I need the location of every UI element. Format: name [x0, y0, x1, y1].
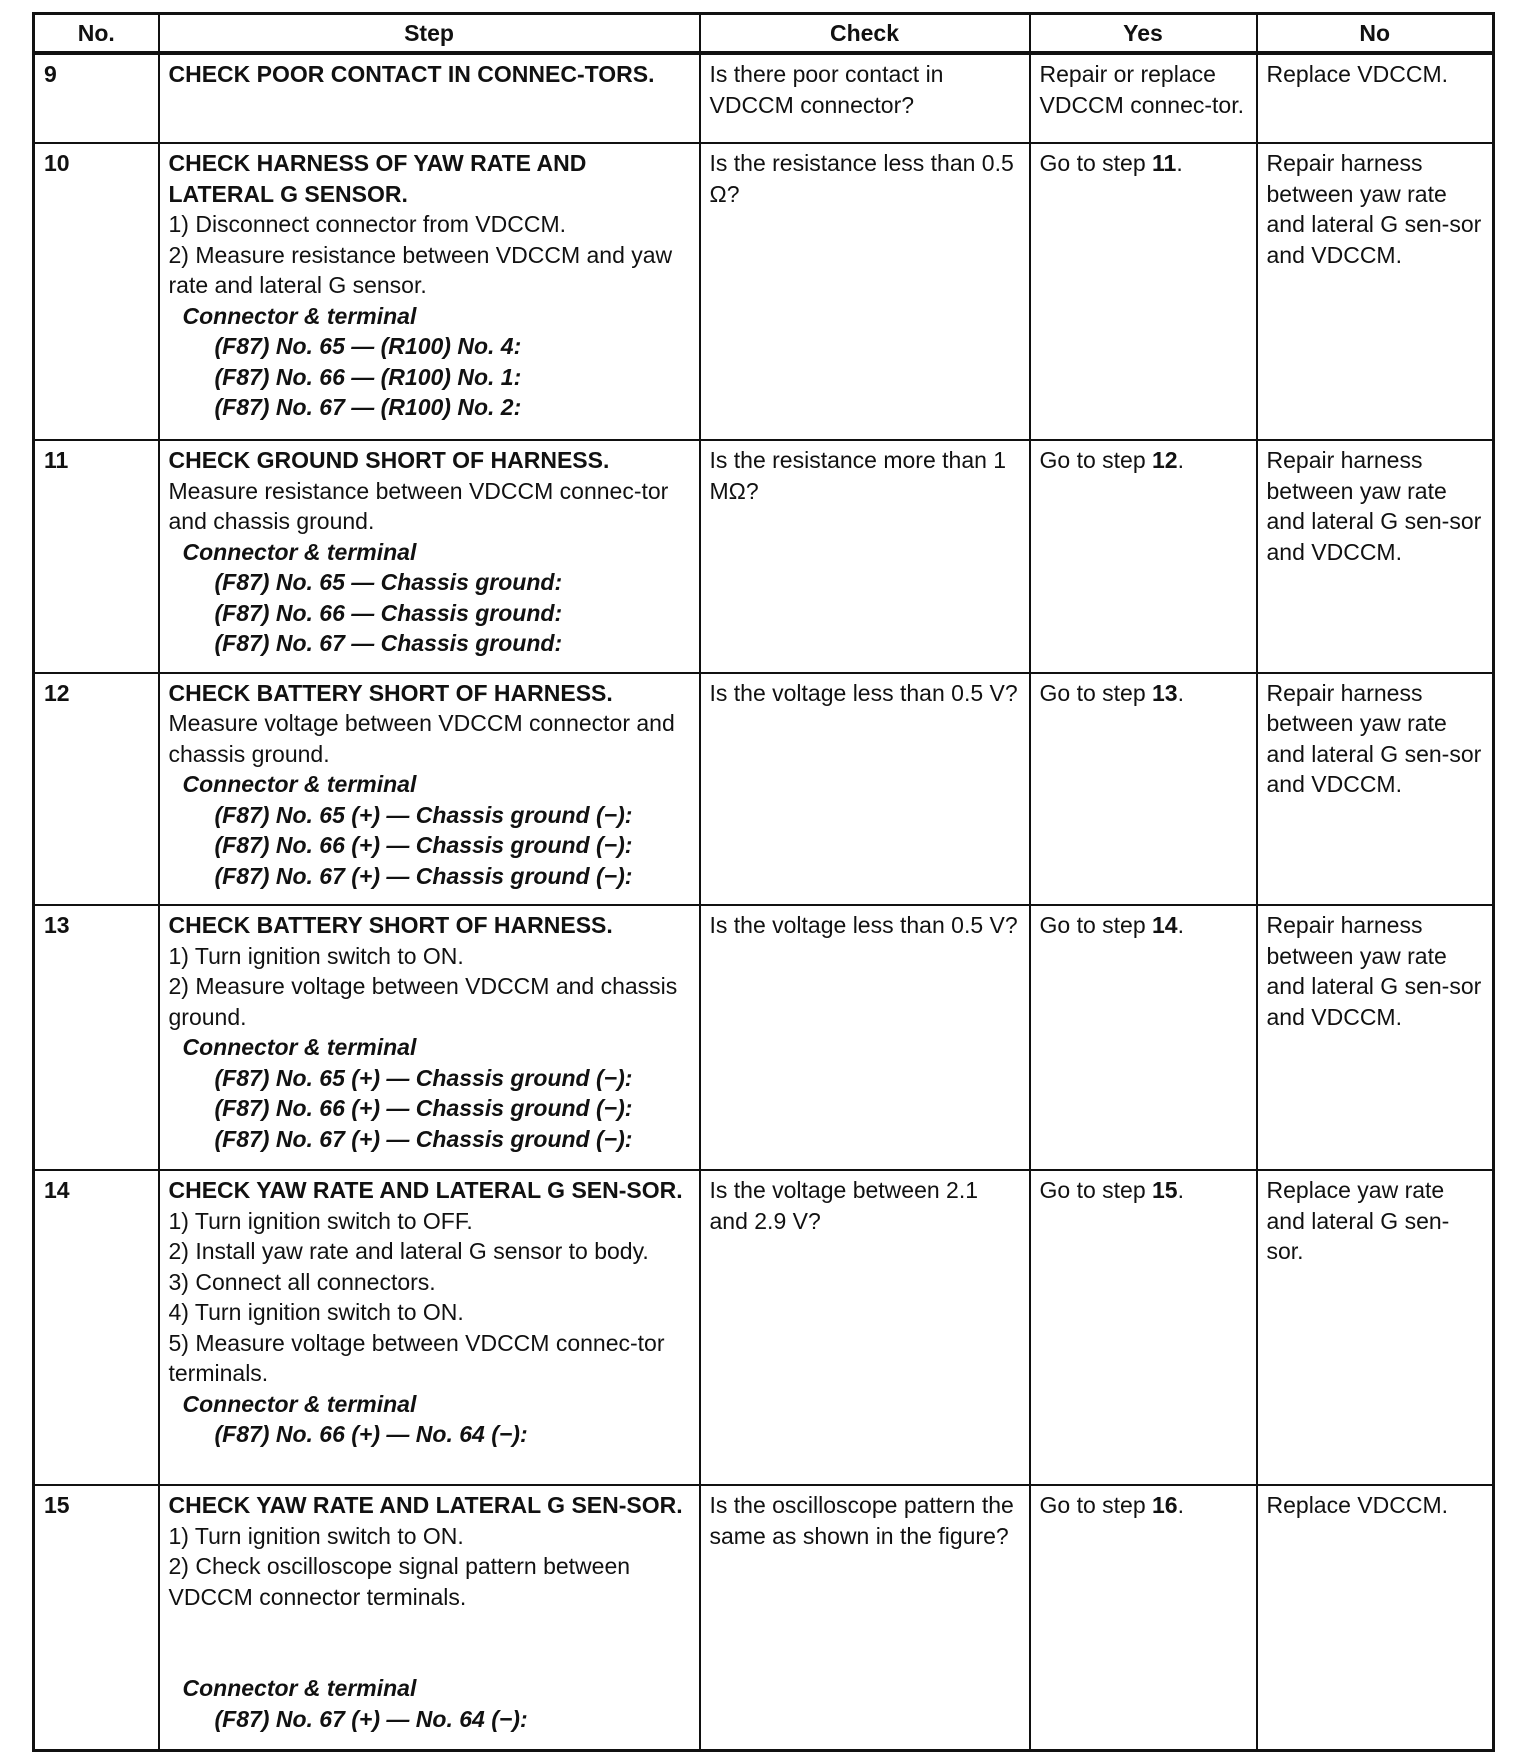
step-instruction: Measure voltage between VDCCM connector and chassis ground.: [168, 710, 675, 767]
yes-step-link: 14: [1152, 912, 1178, 939]
step-title: CHECK BATTERY SHORT OF HARNESS.: [168, 679, 613, 706]
yes-cell: [1030, 1170, 1257, 1485]
connector-terminal-line: (F87) No. 66 — (R100) No. 1:: [214, 363, 522, 390]
step-title: CHECK BATTERY SHORT OF HARNESS.: [168, 912, 613, 939]
connector-terminal-line: (F87) No. 67 (+) — Chassis ground (−):: [214, 862, 633, 889]
step-cell: [159, 905, 700, 1170]
step-title: CHECK GROUND SHORT OF HARNESS.: [168, 447, 610, 474]
step-instruction: 4) Turn ignition switch to ON.: [168, 1299, 464, 1326]
yes-cell: [1030, 673, 1257, 906]
yes-suffix: .: [1176, 150, 1183, 177]
step-title: CHECK YAW RATE AND LATERAL G SEN-SOR.: [168, 1492, 683, 1519]
step-cell: [159, 53, 700, 143]
check-cell: Is the voltage less than 0.5 V?: [700, 905, 1030, 1170]
no-cell: Repair harness between yaw rate and lateral G sen-sor and VDCCM.: [1257, 143, 1494, 440]
step-title: CHECK POOR CONTACT IN CONNEC-TORS.: [168, 61, 655, 87]
step-number: 12: [34, 673, 159, 906]
connector-terminal-label: Connector & terminal: [182, 771, 417, 798]
step-cell: [159, 673, 700, 906]
step-number: 11: [34, 440, 159, 673]
step-instruction: Measure resistance between VDCCM connec-tor and chassis ground.: [168, 477, 669, 535]
connector-terminal-line: (F87) No. 65 — Chassis ground:: [214, 569, 563, 596]
table-row: [34, 53, 1494, 143]
connector-terminal-line: (F87) No. 65 (+) — Chassis ground (−):: [214, 1064, 633, 1091]
yes-step-link: 11: [1152, 150, 1177, 177]
yes-cell: [1030, 53, 1257, 143]
yes-step-link: 13: [1152, 679, 1178, 706]
yes-step-link: 15: [1152, 1177, 1178, 1204]
check-cell: Is there poor contact in VDCCM connector?: [700, 53, 1030, 143]
yes-suffix: .: [1177, 1177, 1184, 1204]
yes-suffix: .: [1177, 912, 1184, 939]
step-instruction: 1) Turn ignition switch to OFF.: [168, 1207, 473, 1234]
no-cell: Replace VDCCM.: [1257, 1485, 1494, 1750]
check-cell: Is the voltage less than 0.5 V?: [700, 673, 1030, 906]
check-cell: Is the oscilloscope pattern the same as shown in the figure?: [700, 1485, 1030, 1750]
figure-gap: [169, 1612, 691, 1673]
connector-terminal-line: (F87) No. 65 — (R100) No. 4:: [214, 333, 522, 360]
connector-terminal-line: (F87) No. 65 (+) — Chassis ground (−):: [214, 801, 633, 828]
table-row: [34, 440, 1494, 673]
step-number: 13: [34, 905, 159, 1170]
yes-text: Repair or replace VDCCM connec-tor.: [1039, 61, 1245, 118]
table-header-row: [34, 14, 1494, 54]
connector-terminal-line: (F87) No. 67 (+) — No. 64 (−):: [214, 1705, 528, 1732]
yes-text: Go to step: [1039, 1492, 1153, 1519]
header-step: Step: [159, 14, 700, 54]
connector-terminal-line: (F87) No. 66 (+) — Chassis ground (−):: [214, 832, 633, 859]
connector-terminal-label: Connector & terminal: [182, 302, 417, 329]
connector-terminal-label: Connector & terminal: [182, 538, 417, 565]
no-cell: Repair harness between yaw rate and lateral G sen-sor and VDCCM.: [1257, 673, 1494, 906]
yes-cell: [1030, 143, 1257, 440]
no-cell: Repair harness between yaw rate and lateral G sen-sor and VDCCM.: [1257, 440, 1494, 673]
yes-suffix: .: [1177, 679, 1184, 706]
step-cell: [159, 143, 700, 440]
table-row: [34, 1485, 1494, 1750]
yes-text: Go to step: [1039, 150, 1153, 177]
connector-terminal-line: (F87) No. 66 (+) — Chassis ground (−):: [214, 1095, 633, 1122]
step-title: CHECK HARNESS OF YAW RATE AND LATERAL G SENSOR.: [168, 150, 587, 207]
check-cell: Is the resistance less than 0.5 Ω?: [700, 143, 1030, 440]
step-instruction: 2) Install yaw rate and lateral G sensor to body.: [168, 1238, 649, 1265]
yes-text: Go to step: [1039, 679, 1153, 706]
check-cell: Is the voltage between 2.1 and 2.9 V?: [700, 1170, 1030, 1485]
yes-text: Go to step: [1039, 912, 1153, 939]
connector-terminal-line: (F87) No. 67 — (R100) No. 2:: [214, 394, 522, 421]
yes-step-link: 12: [1152, 447, 1178, 474]
connector-terminal-line: (F87) No. 67 (+) — Chassis ground (−):: [214, 1125, 633, 1152]
yes-cell: [1030, 905, 1257, 1170]
no-cell: Replace VDCCM.: [1257, 53, 1494, 143]
yes-suffix: .: [1177, 447, 1184, 474]
step-instruction: 1) Turn ignition switch to ON.: [168, 1522, 464, 1549]
step-instruction: 2) Measure resistance between VDCCM and yaw rate and lateral G sensor.: [168, 241, 673, 299]
step-cell: [159, 440, 700, 673]
header-no-result: No: [1257, 14, 1494, 54]
check-cell: Is the resistance more than 1 MΩ?: [700, 440, 1030, 673]
step-instruction: 5) Measure voltage between VDCCM connec-tor terminals.: [168, 1329, 665, 1387]
yes-step-link: 16: [1152, 1492, 1178, 1519]
step-number: 15: [34, 1485, 159, 1750]
table-row: [34, 905, 1494, 1170]
step-number: 10: [34, 143, 159, 440]
no-cell: Repair harness between yaw rate and lateral G sen-sor and VDCCM.: [1257, 905, 1494, 1170]
table-row: [34, 1170, 1494, 1485]
header-yes: Yes: [1030, 14, 1257, 54]
step-instruction: 2) Measure voltage between VDCCM and chassis ground.: [168, 973, 678, 1030]
step-title: CHECK YAW RATE AND LATERAL G SEN-SOR.: [168, 1177, 683, 1204]
step-instruction: 3) Connect all connectors.: [168, 1268, 436, 1295]
connector-terminal-line: (F87) No. 67 — Chassis ground:: [214, 630, 563, 657]
header-no: No.: [34, 14, 159, 54]
yes-text: Go to step: [1039, 447, 1153, 474]
yes-cell: [1030, 440, 1257, 673]
connector-terminal-line: (F87) No. 66 (+) — No. 64 (−):: [214, 1421, 528, 1448]
yes-suffix: .: [1177, 1492, 1184, 1519]
diagnostic-table: [32, 12, 1495, 1752]
connector-terminal-label: Connector & terminal: [182, 1675, 417, 1702]
yes-cell: [1030, 1485, 1257, 1750]
connector-terminal-label: Connector & terminal: [182, 1034, 417, 1061]
table-row: [34, 143, 1494, 440]
table-body: [34, 53, 1494, 1751]
step-instruction: 2) Check oscilloscope signal pattern between VDCCM connector terminals.: [168, 1553, 631, 1610]
yes-text: Go to step: [1039, 1177, 1153, 1204]
no-cell: Replace yaw rate and lateral G sen-sor.: [1257, 1170, 1494, 1485]
header-check: Check: [700, 14, 1030, 54]
step-cell: [159, 1170, 700, 1485]
step-number: 9: [34, 53, 159, 143]
table-row: [34, 673, 1494, 906]
step-number: 14: [34, 1170, 159, 1485]
connector-terminal-label: Connector & terminal: [182, 1390, 417, 1417]
connector-terminal-line: (F87) No. 66 — Chassis ground:: [214, 599, 563, 626]
step-cell: [159, 1485, 700, 1750]
step-instruction: 1) Turn ignition switch to ON.: [168, 942, 464, 969]
step-instruction: 1) Disconnect connector from VDCCM.: [168, 211, 567, 238]
